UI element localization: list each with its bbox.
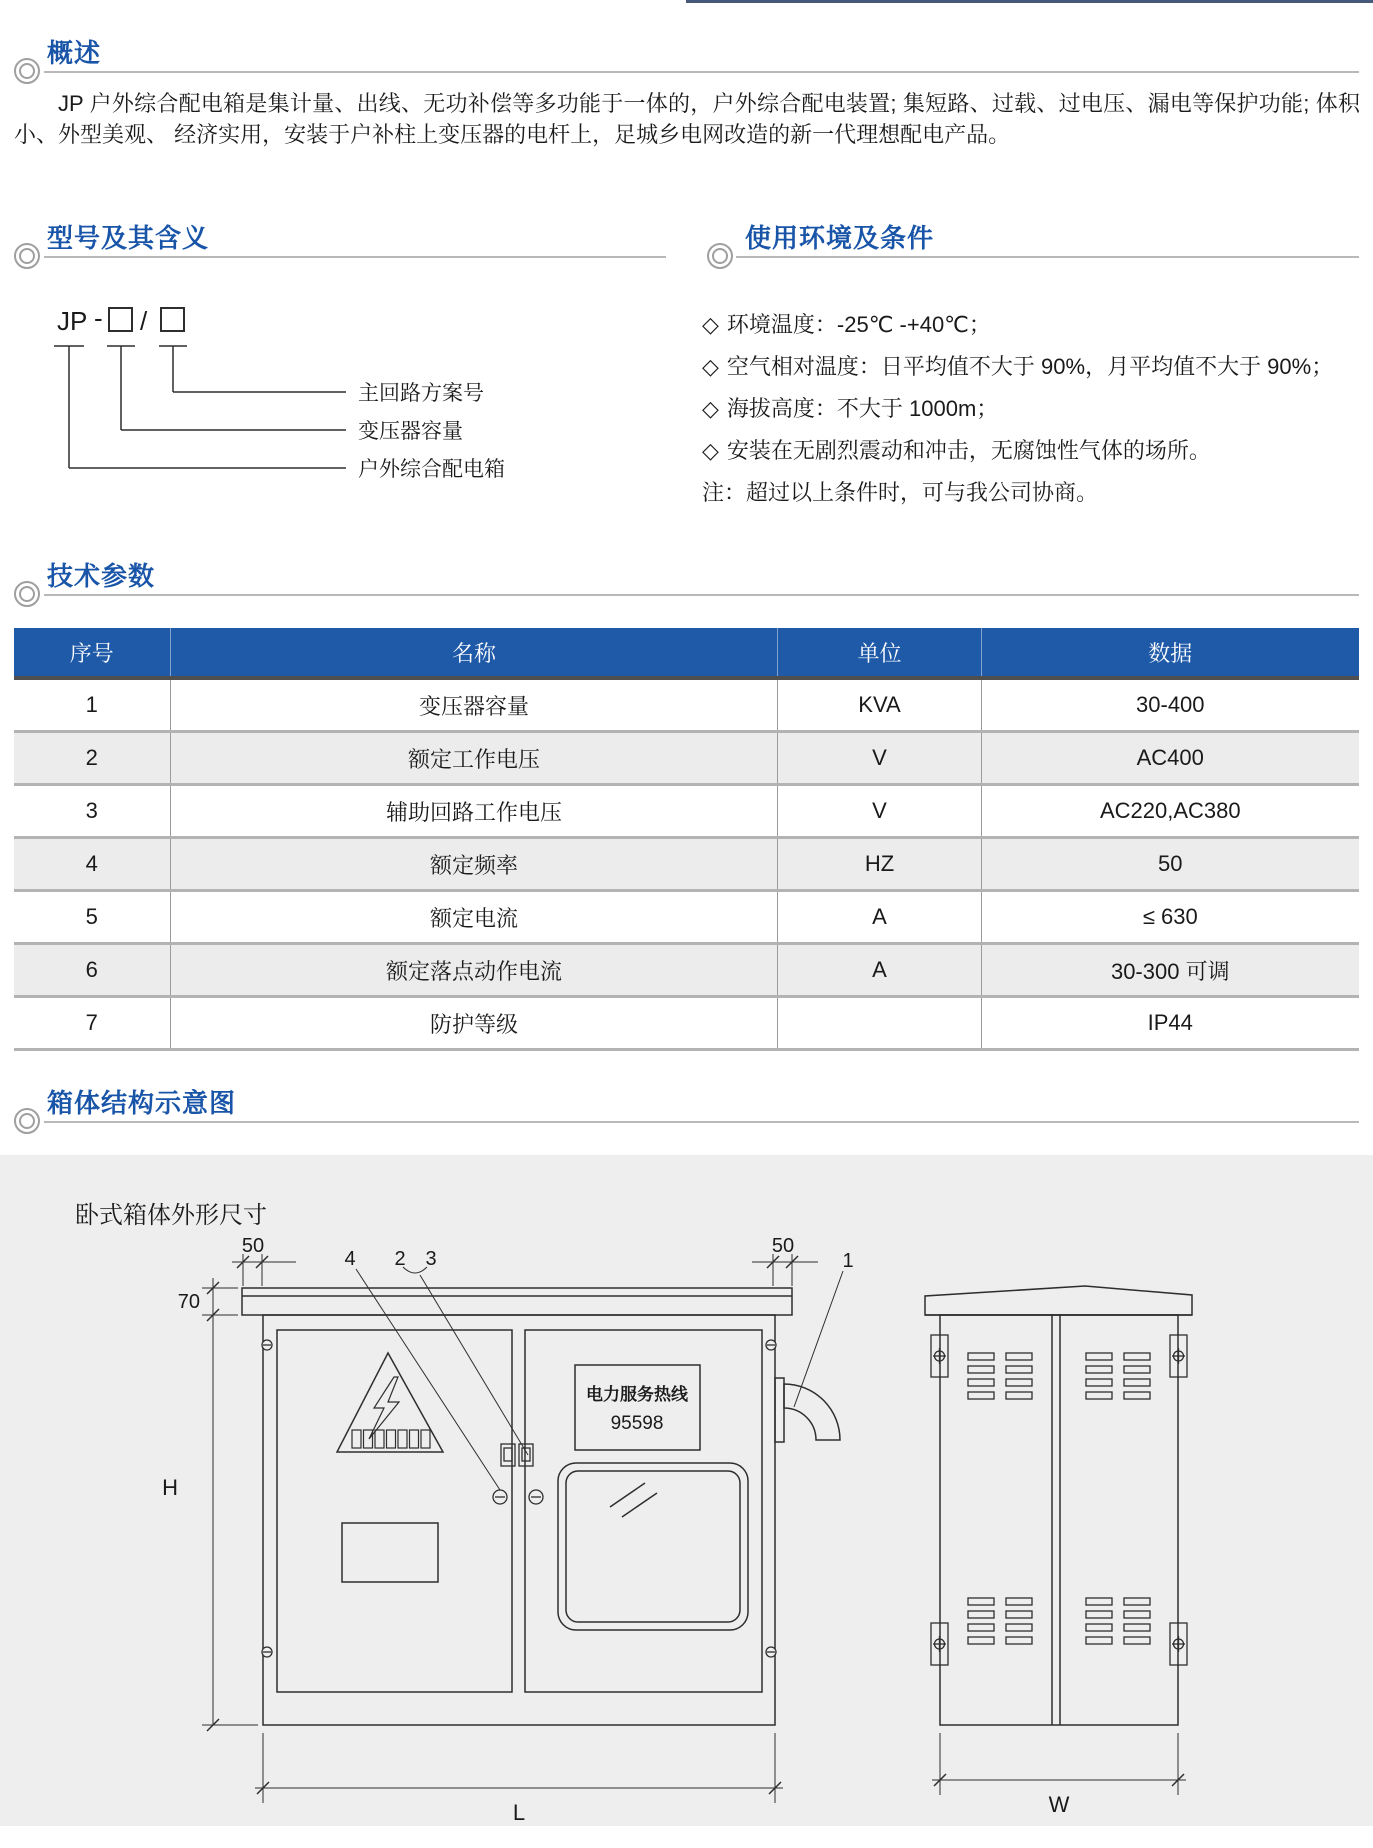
header-rule [44, 594, 1359, 596]
model-label-box: 户外综合配电箱 [358, 458, 505, 481]
model-box-scheme [161, 308, 184, 331]
table-row [14, 891, 1359, 944]
callout-4-line [356, 1269, 500, 1490]
callout-brace [403, 1267, 427, 1273]
side-view [925, 1286, 1192, 1725]
env-item-text: 安装在无剧烈震动和冲击，无腐蚀性气体的场所。 [726, 438, 1211, 463]
model-prefix: JP [57, 306, 88, 336]
cell-index: 2 [85, 745, 98, 770]
cell-unit [778, 997, 981, 1050]
door-latches [501, 1444, 533, 1466]
table-header-row [14, 628, 1359, 678]
overview-paragraph: JP 户外综合配电箱是集计量、出线、无功补偿等多功能于一体的，户外综合配电装置; 集短路、过载、过电压、漏电等保护功能; 体积小、外型美观、 经济实用，安装于户补柱上变压器的电杆上，足城乡电网改造的新一代理想配电产品。 [14, 91, 1360, 147]
cell-index: 1 [85, 692, 98, 717]
front-view [242, 1288, 840, 1725]
ring-icon [14, 58, 40, 84]
dim-width: W [1048, 1792, 1070, 1817]
table-row [14, 944, 1359, 997]
tech-parameters-table [14, 628, 1359, 1051]
glass-reflection [610, 1483, 645, 1507]
cell-name: 额定电流 [170, 891, 778, 944]
cell-unit: V [778, 732, 981, 785]
top-edge-line [686, 0, 1373, 3]
cell-data: 30-400 [981, 678, 1359, 732]
cell-unit: KVA [778, 678, 981, 732]
callout-3: 3 [425, 1248, 437, 1270]
env-note: 注：超过以上条件时，可与我公司协商。 [702, 480, 1099, 505]
cell-unit: HZ [778, 838, 981, 891]
cell-unit: V [778, 785, 981, 838]
ring-icon [14, 581, 40, 607]
front-roof [242, 1288, 792, 1315]
model-label-capacity: 变压器容量 [358, 420, 463, 443]
col-header-unit: 单位 [778, 628, 981, 678]
dim-roof-thickness: 70 [177, 1291, 200, 1313]
side-roof [925, 1286, 1192, 1315]
cell-data: AC400 [981, 732, 1359, 785]
table-row [14, 838, 1359, 891]
cell-name: 变压器容量 [170, 678, 778, 732]
model-label-scheme: 主回路方案号 [358, 382, 484, 405]
table-row [14, 997, 1359, 1050]
cell-index: 5 [85, 904, 98, 929]
env-item-text: 环境温度：-25℃ -+40℃； [726, 312, 991, 337]
col-header-name: 名称 [170, 628, 778, 678]
model-dash: - [94, 303, 103, 333]
environment-title: 使用环境及条件 [745, 223, 935, 253]
header-rule [736, 256, 1359, 258]
cell-data: 30-300 可调 [981, 944, 1359, 997]
cabinet-structure-drawing [0, 1155, 1373, 1826]
diamond-bullet-icon: ◇ [702, 312, 719, 337]
header-rule [44, 71, 1359, 73]
env-item-text: 海拔高度：不大于 1000m； [726, 396, 999, 421]
header-rule [44, 1121, 1359, 1123]
cell-data: IP44 [981, 997, 1359, 1050]
table-row [14, 785, 1359, 838]
callout-1-line [794, 1271, 843, 1407]
nameplate [342, 1523, 438, 1582]
col-header-data: 数据 [981, 628, 1359, 678]
cell-index: 3 [85, 798, 98, 823]
dim-height: H [162, 1475, 178, 1500]
structure-title: 箱体结构示意图 [47, 1088, 237, 1118]
callout-1: 1 [842, 1250, 854, 1272]
diamond-bullet-icon: ◇ [702, 354, 719, 379]
env-item-text: 空气相对温度：日平均值不大于 90%，月平均值不大于 90%； [726, 354, 1334, 379]
hotline-number: 95598 [610, 1413, 664, 1434]
hotline-text: 电力服务热线 [586, 1385, 688, 1404]
dim-length: L [512, 1800, 526, 1825]
model-box-capacity [109, 308, 132, 331]
cell-unit: A [778, 891, 981, 944]
cell-data: 50 [981, 838, 1359, 891]
diamond-bullet-icon: ◇ [702, 438, 719, 463]
dim-overhang-left: 50 [241, 1235, 265, 1257]
side-body [940, 1315, 1178, 1725]
dim-overhang-right: 50 [771, 1235, 795, 1257]
diamond-bullet-icon: ◇ [702, 396, 719, 421]
model-leader-lines [54, 346, 346, 468]
cell-name: 辅助回路工作电压 [170, 785, 778, 838]
model-slash: / [140, 306, 148, 336]
env-item [702, 350, 1367, 381]
cell-name: 防护等级 [170, 997, 778, 1050]
callout-2: 2 [394, 1248, 406, 1270]
cell-index: 6 [85, 957, 98, 982]
warning-text-blocks [352, 1430, 430, 1448]
cell-unit: A [778, 944, 981, 997]
tech-title: 技术参数 [47, 561, 156, 591]
env-item [702, 392, 1367, 423]
cell-data: ≤ 630 [981, 891, 1359, 944]
table-row [14, 732, 1359, 785]
cell-name: 额定落点动作电流 [170, 944, 778, 997]
cable-elbow-flange [775, 1378, 784, 1442]
callout-4: 4 [344, 1248, 356, 1270]
cell-index: 4 [85, 851, 98, 876]
cable-elbow [784, 1384, 840, 1440]
ring-icon [14, 1108, 40, 1134]
front-body [263, 1315, 775, 1725]
cell-name: 额定工作电压 [170, 732, 778, 785]
table-row [14, 678, 1359, 732]
meter-window [558, 1463, 748, 1630]
env-item [702, 308, 1367, 339]
col-header-index: 序号 [14, 628, 170, 678]
model-title: 型号及其含义 [47, 223, 210, 253]
cell-data: AC220,AC380 [981, 785, 1359, 838]
cell-index: 7 [85, 1010, 98, 1035]
hotline-sign [575, 1365, 700, 1450]
overview-title: 概述 [47, 38, 102, 68]
ring-icon [707, 243, 733, 269]
env-item [702, 434, 1367, 465]
dimension-lines [202, 1254, 1186, 1803]
drawing-title: 卧式箱体外形尺寸 [75, 1202, 267, 1229]
cell-name: 额定频率 [170, 838, 778, 891]
model-designation-diagram [14, 250, 614, 485]
